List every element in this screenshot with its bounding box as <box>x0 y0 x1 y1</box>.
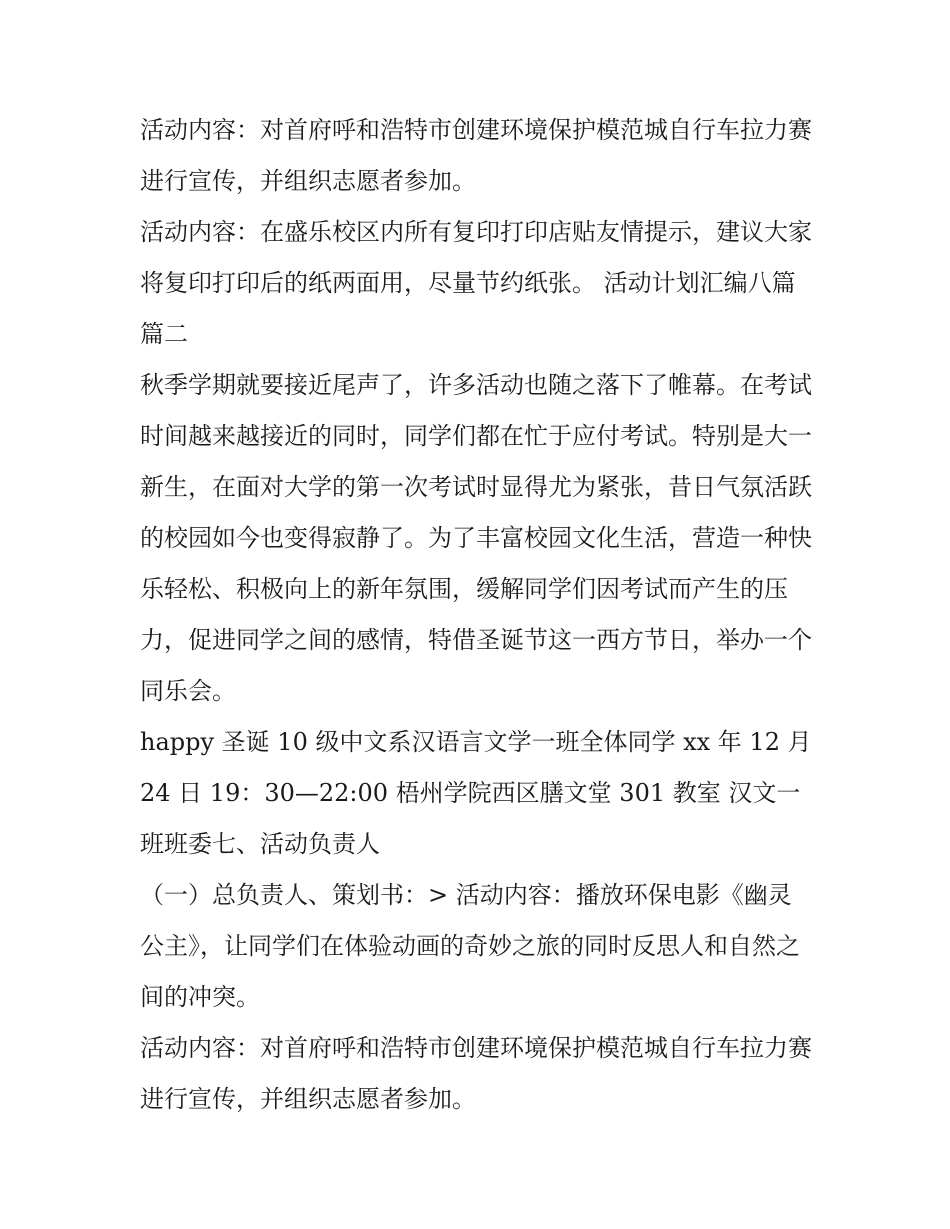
paragraph-print-shops: 活动内容：在盛乐校区内所有复印打印店贴友情提示，建议大家将复印打印后的纸两面用，尽量节约纸张。 活动计划汇编八篇篇二 <box>140 218 812 348</box>
paragraph-christmas-party: 秋季学期就要接近尾声了，许多活动也随之落下了帷幕。在考试时间越来越接近的同时，同学们都在忙于应付考试。特别是大一新生，在面对大学的第一次考试时显得尤为紧张，昔日气氛活跃的校园如今也变得寂静了。为了丰富校园文化生活，营造一种快乐轻松、积极向上的新年氛围，缓解同学们因考试而产生的压力，促进同学之间的感情，特借圣诞节这一西方节日，举办一个同乐会。 <box>140 371 812 705</box>
document-body <box>140 105 812 1125</box>
paragraph-bike-rally: 活动内容：对首府呼和浩特市创建环境保护模范城自行车拉力赛进行宣传，并组织志愿者参加。 <box>140 116 812 195</box>
paragraph-movie-screening: （一）总负责人、策划书：> 活动内容：播放环保电影《幽灵公主》，让同学们在体验动画的奇妙之旅的同时反思人和自然之间的冲突。 <box>140 881 800 1011</box>
paragraph-event-info: happy 圣诞 10 级中文系汉语言文学一班全体同学 xx 年 12 月 24 日 19：30—22:00 梧州学院西区膳文堂 301 教室 汉文一班班委七、活动负责人 <box>140 728 812 858</box>
paragraph-bike-rally-repeat: 活动内容：对首府呼和浩特市创建环境保护模范城自行车拉力赛进行宣传，并组织志愿者参加。 <box>140 1034 812 1113</box>
